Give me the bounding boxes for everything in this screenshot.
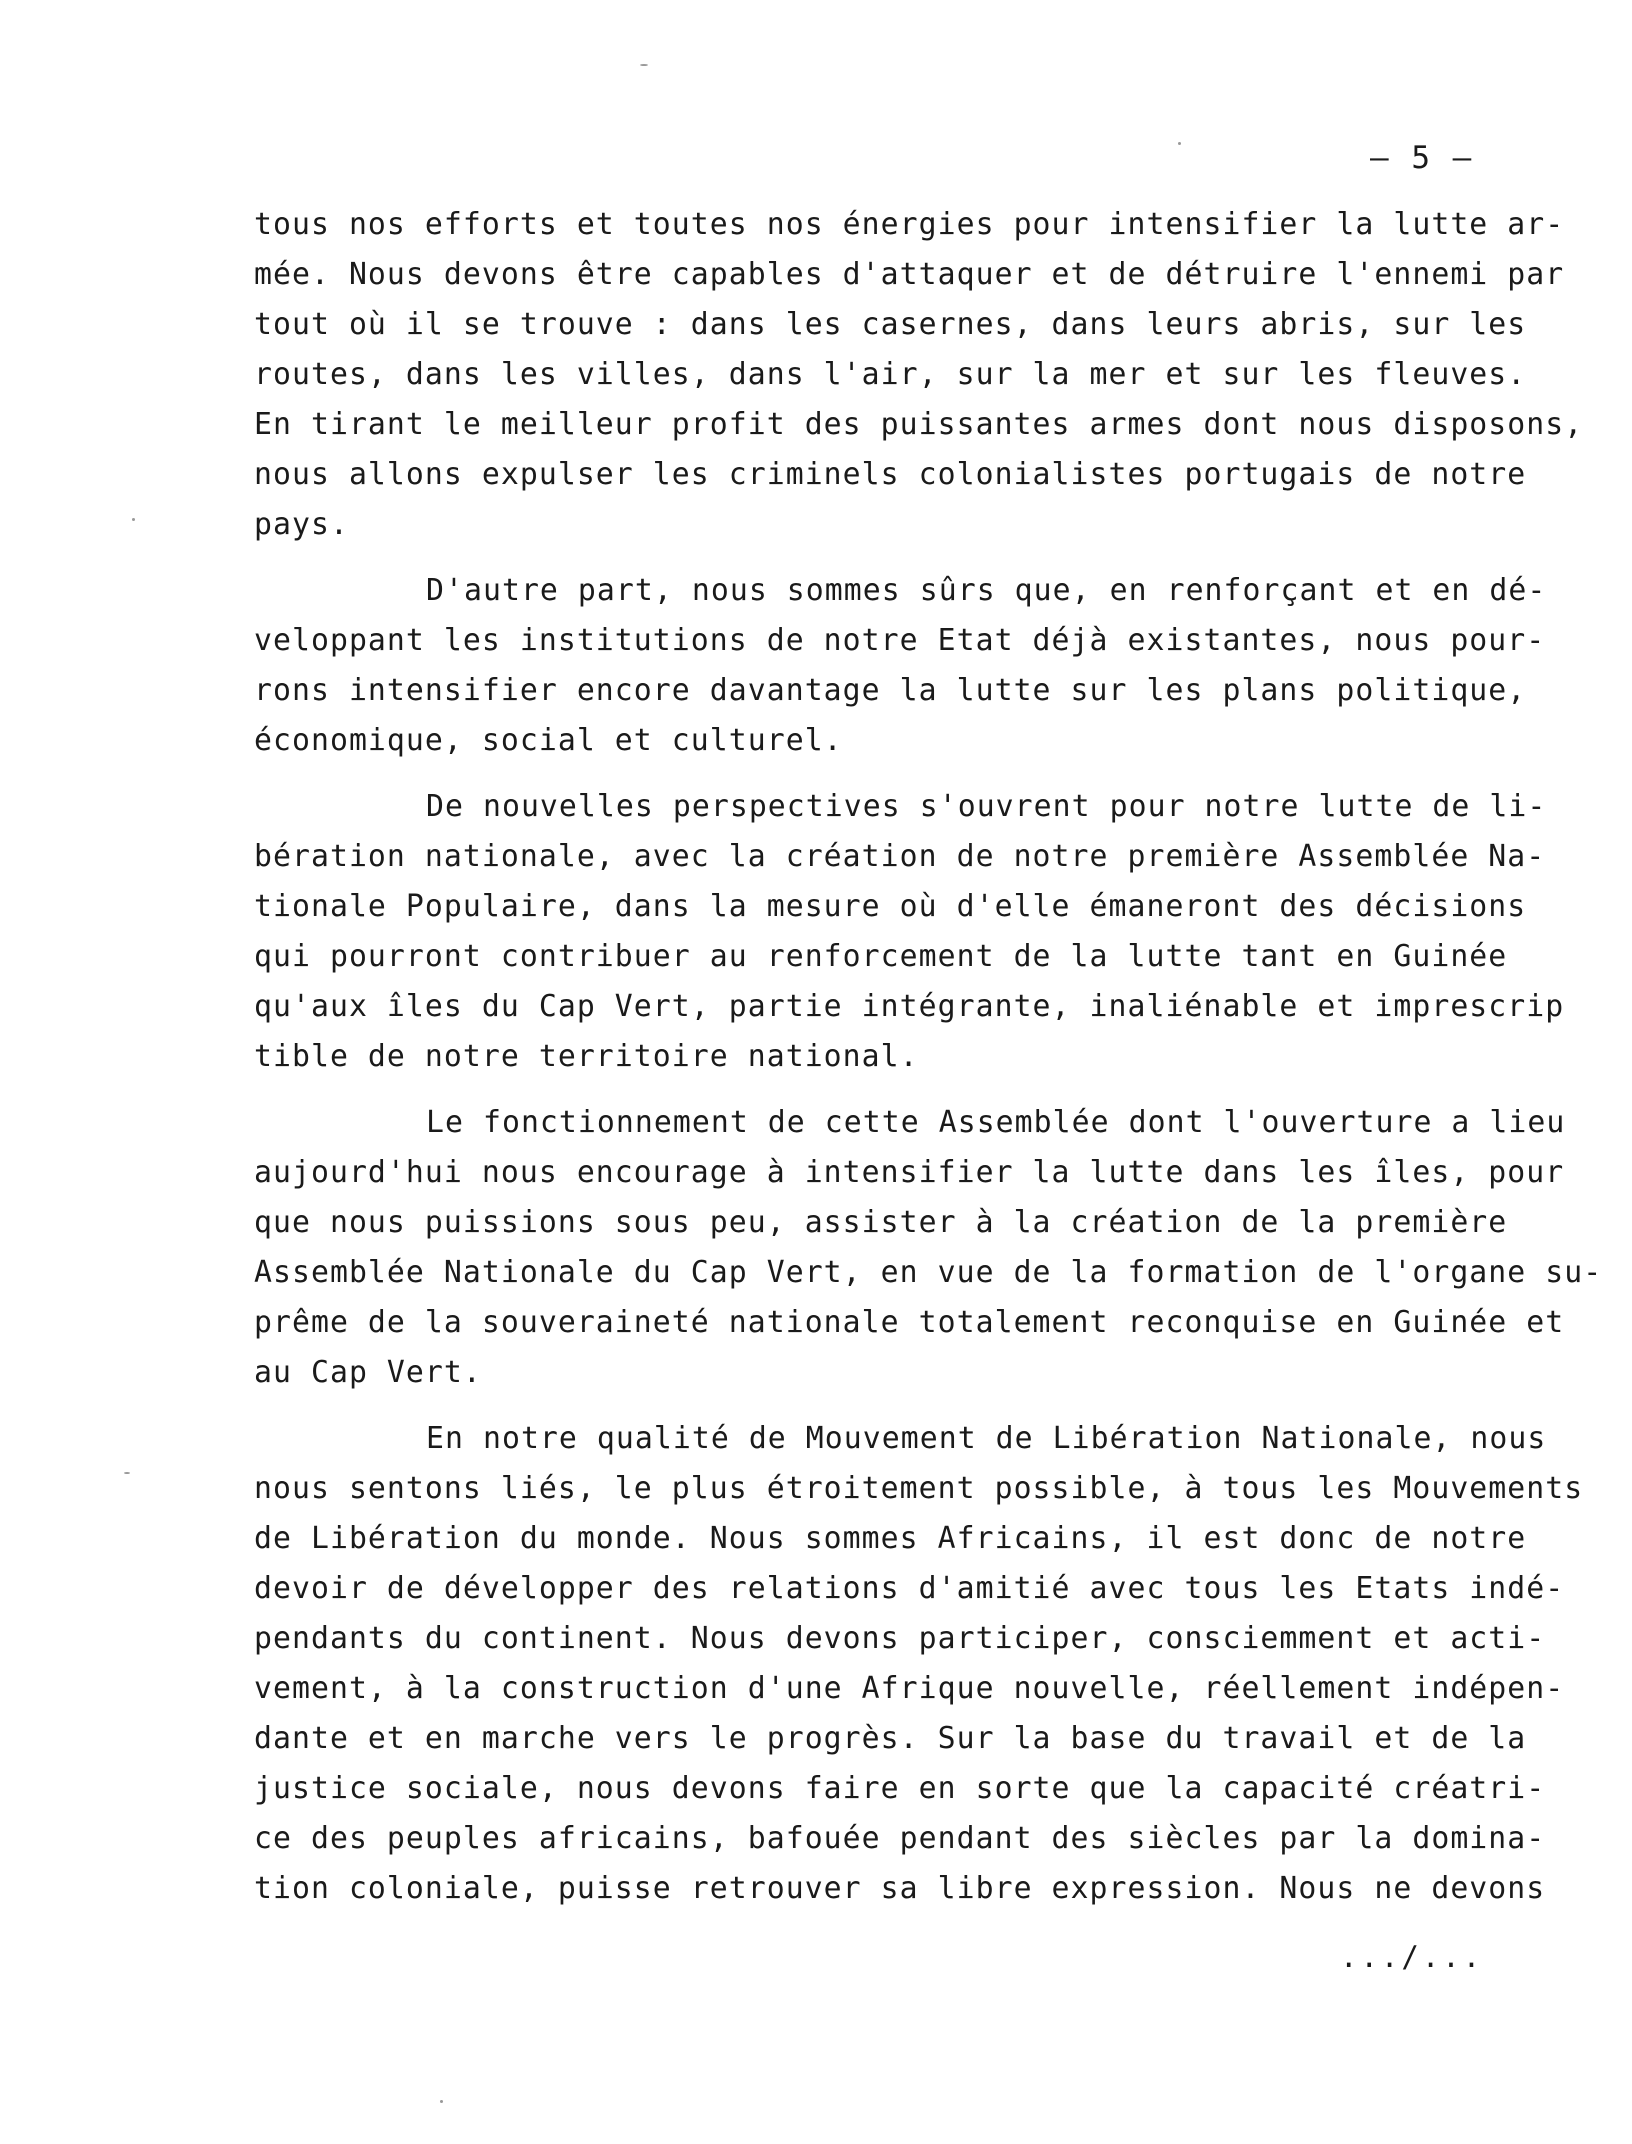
text-line: aujourd'hui nous encourage à intensifier la lutte dans les îles, pour [254,1155,1565,1190]
text-line: pendants du continent. Nous devons participer, consciemment et acti- [254,1621,1546,1656]
text-line: tous nos efforts et toutes nos énergies pour intensifier la lutte ar- [254,207,1565,242]
text-line: prême de la souveraineté nationale totalement reconquise en Guinée et [254,1305,1565,1340]
page-number: – 5 – [1370,140,1474,176]
text-line: routes, dans les villes, dans l'air, sur la mer et sur les fleuves. [254,357,1527,392]
text-line: rons intensifier encore davantage la lutte sur les plans politique, [254,673,1527,708]
text-line: justice sociale, nous devons faire en sorte que la capacité créatri- [254,1771,1546,1806]
text-line: Le fonctionnement de cette Assemblée dont l'ouverture a lieu [426,1105,1566,1140]
text-line: économique, social et culturel. [254,723,843,758]
text-line: bération nationale, avec la création de notre première Assemblée Na- [254,839,1546,874]
text-line: ce des peuples africains, bafouée pendant des siècles par la domina- [254,1821,1546,1856]
text-line: D'autre part, nous sommes sûrs que, en renforçant et en dé- [426,573,1547,608]
text-line: nous sentons liés, le plus étroitement possible, à tous les Mouvements [254,1471,1584,1506]
text-line: nous allons expulser les criminels colonialistes portugais de notre [254,457,1527,492]
text-line: vement, à la construction d'une Afrique nouvelle, réellement indépen- [254,1671,1565,1706]
paragraph [254,566,1632,766]
text-line: mée. Nous devons être capables d'attaquer et de détruire l'ennemi par [254,257,1565,292]
paragraph [254,200,1632,550]
continuation-marker: .../... [1340,1940,1484,1974]
text-line: tion coloniale, puisse retrouver sa libre expression. Nous ne devons [254,1871,1546,1906]
paragraph [254,782,1632,1082]
text-line: au Cap Vert. [254,1355,482,1390]
text-line: En tirant le meilleur profit des puissantes armes dont nous disposons, [254,407,1584,442]
text-line: tout où il se trouve : dans les casernes, dans leurs abris, sur les [254,307,1527,342]
scan-speck [440,2100,443,2103]
scan-speck [640,64,648,66]
text-line: En notre qualité de Mouvement de Libération Nationale, nous [426,1421,1547,1456]
paragraph [254,1098,1632,1398]
scan-speck [1178,142,1181,145]
text-line: De nouvelles perspectives s'ouvrent pour notre lutte de li- [426,789,1547,824]
text-line: tionale Populaire, dans la mesure où d'elle émaneront des décisions [254,889,1527,924]
text-line: dante et en marche vers le progrès. Sur la base du travail et de la [254,1721,1527,1756]
text-line: pays. [254,507,349,542]
scan-speck [132,518,135,521]
body-text [254,200,1632,1930]
text-line: que nous puissions sous peu, assister à la création de la première [254,1205,1508,1240]
text-line: qu'aux îles du Cap Vert, partie intégrante, inaliénable et imprescrip [254,989,1565,1024]
text-line: devoir de développer des relations d'amitié avec tous les Etats indé- [254,1571,1565,1606]
text-line: tible de notre territoire national. [254,1039,919,1074]
paragraph [254,1414,1632,1914]
text-line: Assemblée Nationale du Cap Vert, en vue de la formation de l'organe su- [254,1255,1603,1290]
scan-speck [124,1472,130,1474]
text-line: qui pourront contribuer au renforcement de la lutte tant en Guinée [254,939,1508,974]
text-line: de Libération du monde. Nous sommes Africains, il est donc de notre [254,1521,1527,1556]
text-line: veloppant les institutions de notre Etat déjà existantes, nous pour- [254,623,1546,658]
